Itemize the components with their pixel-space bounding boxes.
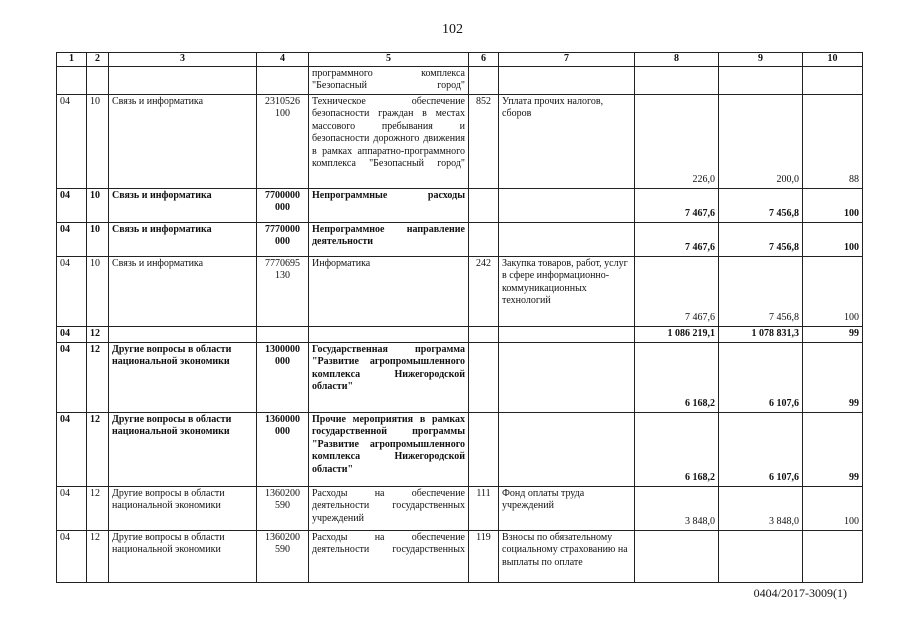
target-name-cell: Расходы на обеспечение деятельности государственных учреждений bbox=[309, 486, 469, 530]
section-cell: 04 bbox=[57, 188, 87, 222]
executed-amount-cell: 7 456,8 bbox=[719, 256, 803, 326]
executed-amount-cell bbox=[719, 66, 803, 94]
section-cell: 04 bbox=[57, 530, 87, 582]
table-row bbox=[57, 486, 863, 530]
target-code-cell: 2310526 100 bbox=[257, 94, 309, 188]
percent-cell: 99 bbox=[803, 412, 863, 486]
table-row bbox=[57, 94, 863, 188]
planned-amount-cell bbox=[635, 530, 719, 582]
table-row bbox=[57, 188, 863, 222]
subsection-cell: 10 bbox=[87, 188, 109, 222]
expense-name-cell bbox=[499, 66, 635, 94]
planned-amount-cell: 1 086 219,1 bbox=[635, 326, 719, 342]
subsection-cell: 10 bbox=[87, 256, 109, 326]
target-code-cell: 1360000 000 bbox=[257, 412, 309, 486]
section-name-cell: Другие вопросы в области национальной экономики bbox=[109, 530, 257, 582]
page-number: 102 bbox=[442, 22, 463, 37]
subsection-cell: 12 bbox=[87, 326, 109, 342]
table-body bbox=[57, 66, 863, 582]
expense-name-cell: Взносы по обязательному социальному страхованию на выплаты по оплате bbox=[499, 530, 635, 582]
target-name-cell: Техническое обеспечение безопасности граждан в местах массового пребывания и безопасности дорожного движения в рамках аппаратно-программного комплекса "Безопасный город" bbox=[309, 94, 469, 188]
target-name-cell: программного комплекса "Безопасный город" bbox=[309, 66, 469, 94]
executed-amount-cell: 6 107,6 bbox=[719, 342, 803, 412]
target-name-cell: Государственная программа "Развитие агропромышленного комплекса Нижегородской области" bbox=[309, 342, 469, 412]
header-cell: 1 bbox=[57, 53, 87, 67]
section-cell: 04 bbox=[57, 222, 87, 256]
table-row bbox=[57, 530, 863, 582]
target-name-cell: Непрограммное направление деятельности bbox=[309, 222, 469, 256]
subsection-cell: 12 bbox=[87, 342, 109, 412]
section-cell: 04 bbox=[57, 486, 87, 530]
percent-cell: 100 bbox=[803, 188, 863, 222]
subsection-cell: 10 bbox=[87, 222, 109, 256]
executed-amount-cell: 1 078 831,3 bbox=[719, 326, 803, 342]
section-name-cell: Связь и информатика bbox=[109, 256, 257, 326]
table-row bbox=[57, 326, 863, 342]
percent-cell: 100 bbox=[803, 486, 863, 530]
target-name-cell: Непрограммные расходы bbox=[309, 188, 469, 222]
subsection-cell bbox=[87, 66, 109, 94]
expense-type-cell bbox=[469, 326, 499, 342]
target-code-cell: 7770695 130 bbox=[257, 256, 309, 326]
expense-type-cell bbox=[469, 342, 499, 412]
target-code-cell bbox=[257, 326, 309, 342]
table-row bbox=[57, 222, 863, 256]
section-name-cell bbox=[109, 66, 257, 94]
header-cell: 3 bbox=[109, 53, 257, 67]
percent-cell bbox=[803, 530, 863, 582]
executed-amount-cell bbox=[719, 530, 803, 582]
section-cell: 04 bbox=[57, 342, 87, 412]
header-cell: 4 bbox=[257, 53, 309, 67]
target-code-cell bbox=[257, 66, 309, 94]
expense-type-cell bbox=[469, 222, 499, 256]
target-code-cell: 1300000 000 bbox=[257, 342, 309, 412]
percent-cell: 99 bbox=[803, 326, 863, 342]
expense-type-cell bbox=[469, 412, 499, 486]
section-cell: 04 bbox=[57, 412, 87, 486]
planned-amount-cell: 226,0 bbox=[635, 94, 719, 188]
section-cell: 04 bbox=[57, 256, 87, 326]
executed-amount-cell: 3 848,0 bbox=[719, 486, 803, 530]
section-name-cell: Связь и информатика bbox=[109, 94, 257, 188]
percent-cell: 88 bbox=[803, 94, 863, 188]
target-name-cell: Прочие мероприятия в рамках государственной программы "Развитие агропромышленного комплекса Нижегородской области" bbox=[309, 412, 469, 486]
planned-amount-cell: 6 168,2 bbox=[635, 412, 719, 486]
header-cell: 10 bbox=[803, 53, 863, 67]
section-name-cell: Другие вопросы в области национальной экономики bbox=[109, 412, 257, 486]
section-cell bbox=[57, 66, 87, 94]
executed-amount-cell: 7 456,8 bbox=[719, 188, 803, 222]
table-header-row bbox=[57, 53, 863, 67]
planned-amount-cell: 3 848,0 bbox=[635, 486, 719, 530]
executed-amount-cell: 200,0 bbox=[719, 94, 803, 188]
table-row bbox=[57, 342, 863, 412]
header-cell: 7 bbox=[499, 53, 635, 67]
percent-cell: 99 bbox=[803, 342, 863, 412]
percent-cell: 100 bbox=[803, 256, 863, 326]
expense-type-cell: 111 bbox=[469, 486, 499, 530]
header-cell: 8 bbox=[635, 53, 719, 67]
expense-name-cell: Фонд оплаты труда учреждений bbox=[499, 486, 635, 530]
executed-amount-cell: 7 456,8 bbox=[719, 222, 803, 256]
section-name-cell: Связь и информатика bbox=[109, 188, 257, 222]
planned-amount-cell: 7 467,6 bbox=[635, 188, 719, 222]
percent-cell: 100 bbox=[803, 222, 863, 256]
document-code: 0404/2017-3009(1) bbox=[753, 586, 847, 600]
target-code-cell: 7700000 000 bbox=[257, 188, 309, 222]
header-cell: 5 bbox=[309, 53, 469, 67]
table-row bbox=[57, 256, 863, 326]
expense-name-cell bbox=[499, 412, 635, 486]
target-code-cell: 1360200 590 bbox=[257, 530, 309, 582]
executed-amount-cell: 6 107,6 bbox=[719, 412, 803, 486]
budget-table bbox=[56, 52, 863, 583]
subsection-cell: 12 bbox=[87, 412, 109, 486]
table-row bbox=[57, 66, 863, 94]
section-name-cell bbox=[109, 326, 257, 342]
section-name-cell: Связь и информатика bbox=[109, 222, 257, 256]
expense-name-cell bbox=[499, 222, 635, 256]
target-name-cell: Информатика bbox=[309, 256, 469, 326]
percent-cell bbox=[803, 66, 863, 94]
planned-amount-cell: 6 168,2 bbox=[635, 342, 719, 412]
section-cell: 04 bbox=[57, 326, 87, 342]
expense-type-cell bbox=[469, 188, 499, 222]
target-name-cell bbox=[309, 326, 469, 342]
header-cell: 2 bbox=[87, 53, 109, 67]
expense-type-cell: 119 bbox=[469, 530, 499, 582]
header-cell: 6 bbox=[469, 53, 499, 67]
expense-name-cell bbox=[499, 326, 635, 342]
expense-name-cell bbox=[499, 188, 635, 222]
planned-amount-cell: 7 467,6 bbox=[635, 256, 719, 326]
header-cell: 9 bbox=[719, 53, 803, 67]
planned-amount-cell: 7 467,6 bbox=[635, 222, 719, 256]
target-code-cell: 7770000 000 bbox=[257, 222, 309, 256]
section-cell: 04 bbox=[57, 94, 87, 188]
expense-name-cell: Уплата прочих налогов, сборов bbox=[499, 94, 635, 188]
target-code-cell: 1360200 590 bbox=[257, 486, 309, 530]
subsection-cell: 12 bbox=[87, 530, 109, 582]
subsection-cell: 10 bbox=[87, 94, 109, 188]
expense-name-cell bbox=[499, 342, 635, 412]
section-name-cell: Другие вопросы в области национальной экономики bbox=[109, 342, 257, 412]
table-row bbox=[57, 412, 863, 486]
target-name-cell: Расходы на обеспечение деятельности государственных bbox=[309, 530, 469, 582]
section-name-cell: Другие вопросы в области национальной экономики bbox=[109, 486, 257, 530]
expense-type-cell: 242 bbox=[469, 256, 499, 326]
subsection-cell: 12 bbox=[87, 486, 109, 530]
expense-type-cell bbox=[469, 66, 499, 94]
expense-name-cell: Закупка товаров, работ, услуг в сфере информационно-коммуникационных технологий bbox=[499, 256, 635, 326]
planned-amount-cell bbox=[635, 66, 719, 94]
expense-type-cell: 852 bbox=[469, 94, 499, 188]
